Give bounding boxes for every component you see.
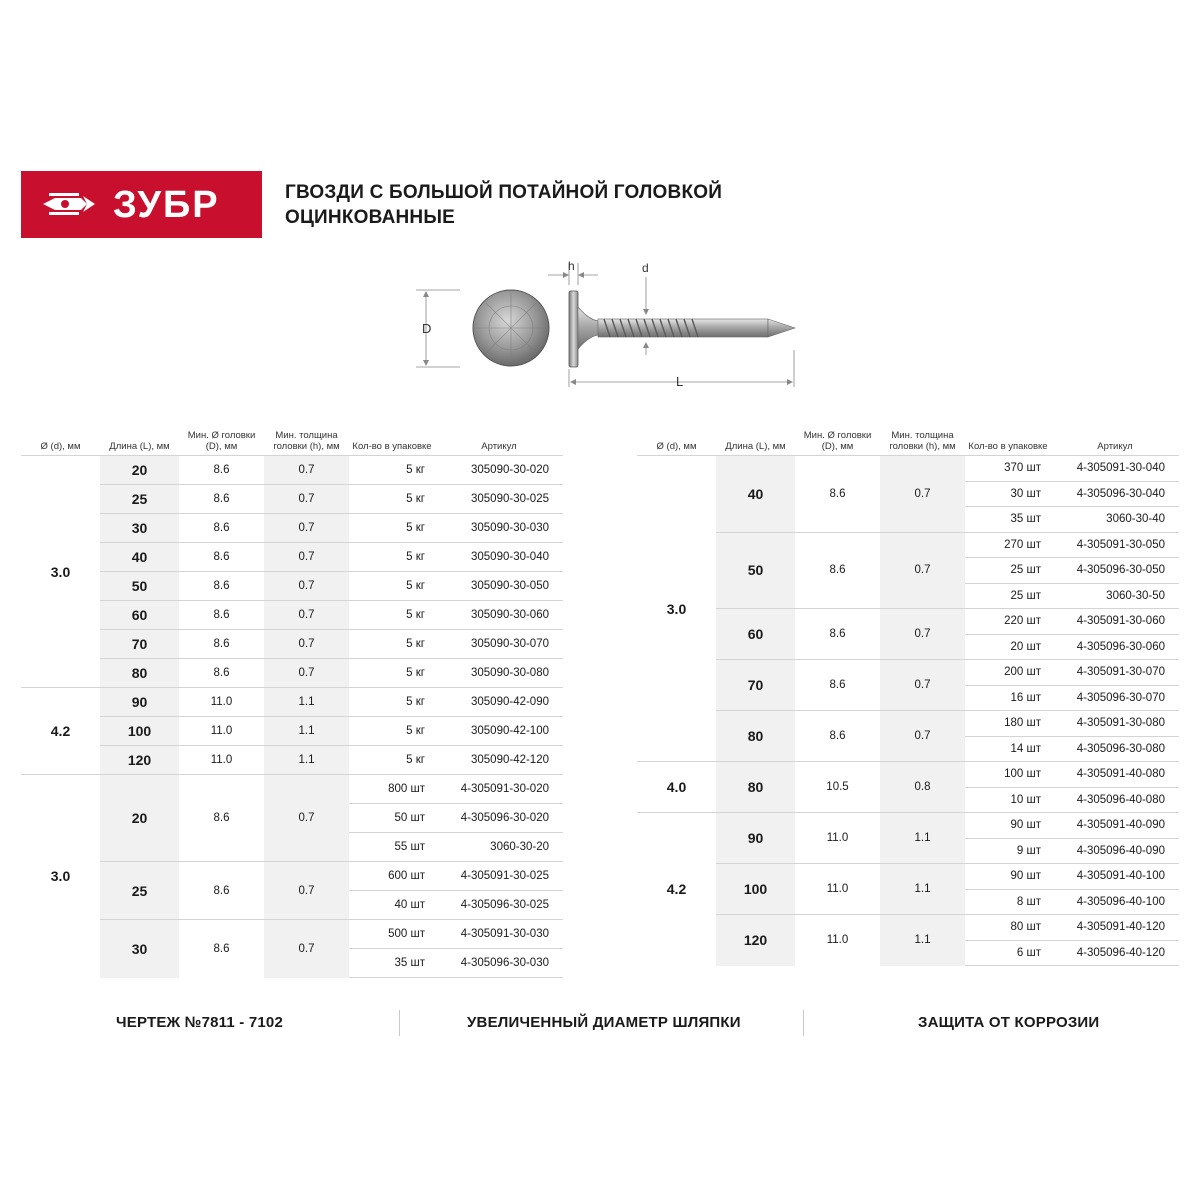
cell-head-diameter: 8.6 bbox=[179, 485, 264, 514]
cell-article: 4-305096-30-025 bbox=[435, 891, 563, 920]
dim-L-label: L bbox=[676, 374, 684, 389]
cell-article: 4-305091-40-100 bbox=[1051, 864, 1179, 890]
cell-diameter: 3.0 bbox=[21, 456, 100, 688]
cell-length: 50 bbox=[100, 572, 179, 601]
table-row bbox=[21, 485, 563, 514]
cell-quantity: 10 шт bbox=[965, 787, 1051, 813]
cell-head-diameter: 11.0 bbox=[179, 717, 264, 746]
table-row bbox=[21, 572, 563, 601]
cell-length: 70 bbox=[716, 660, 795, 711]
cell-head-thickness: 0.7 bbox=[264, 543, 349, 572]
cell-head-diameter: 8.6 bbox=[795, 711, 880, 762]
cell-diameter: 3.0 bbox=[21, 775, 100, 978]
cell-head-thickness: 0.7 bbox=[880, 660, 965, 711]
cell-length: 60 bbox=[100, 601, 179, 630]
cell-head-diameter: 11.0 bbox=[795, 915, 880, 966]
header-article: Артикул bbox=[435, 424, 563, 456]
cell-length: 20 bbox=[100, 775, 179, 862]
cell-quantity: 25 шт bbox=[965, 558, 1051, 584]
cell-head-thickness: 0.7 bbox=[880, 711, 965, 762]
table-row bbox=[21, 630, 563, 659]
cell-head-diameter: 8.6 bbox=[179, 572, 264, 601]
cell-length: 20 bbox=[100, 456, 179, 485]
header-quantity: Кол-во в упаковке bbox=[965, 424, 1051, 456]
spec-table-left bbox=[21, 424, 563, 978]
cell-article: 4-305091-30-020 bbox=[435, 775, 563, 804]
cell-head-thickness: 0.7 bbox=[264, 514, 349, 543]
cell-head-diameter: 11.0 bbox=[179, 688, 264, 717]
cell-length: 80 bbox=[716, 711, 795, 762]
dim-d-label: d bbox=[642, 261, 649, 275]
zubr-logo-icon bbox=[21, 171, 262, 238]
cell-length: 100 bbox=[100, 717, 179, 746]
cell-head-thickness: 0.7 bbox=[880, 609, 965, 660]
cell-quantity: 5 кг bbox=[349, 572, 435, 601]
product-title-line1: ГВОЗДИ С БОЛЬШОЙ ПОТАЙНОЙ ГОЛОВКОЙ bbox=[285, 182, 723, 203]
cell-quantity: 600 шт bbox=[349, 862, 435, 891]
cell-quantity: 35 шт bbox=[965, 507, 1051, 533]
cell-head-thickness: 1.1 bbox=[264, 717, 349, 746]
cell-head-thickness: 0.7 bbox=[264, 920, 349, 978]
cell-length: 70 bbox=[100, 630, 179, 659]
cell-quantity: 5 кг bbox=[349, 456, 435, 485]
footer-head-diameter-feature: УВЕЛИЧЕННЫЙ ДИАМЕТР ШЛЯПКИ bbox=[467, 1014, 741, 1031]
cell-quantity: 5 кг bbox=[349, 601, 435, 630]
table-row bbox=[637, 660, 1179, 686]
header-head-diameter: Мин. Ø головки (D), мм bbox=[795, 424, 880, 456]
cell-head-thickness: 0.7 bbox=[880, 532, 965, 609]
cell-article: 3060-30-50 bbox=[1051, 583, 1179, 609]
cell-head-diameter: 8.6 bbox=[179, 456, 264, 485]
cell-length: 90 bbox=[716, 813, 795, 864]
header-diameter: Ø (d), мм bbox=[637, 424, 716, 456]
cell-head-diameter: 8.6 bbox=[179, 601, 264, 630]
cell-head-thickness: 0.7 bbox=[264, 862, 349, 920]
cell-article: 4-305096-30-040 bbox=[1051, 481, 1179, 507]
cell-length: 25 bbox=[100, 485, 179, 514]
cell-quantity: 180 шт bbox=[965, 711, 1051, 737]
cell-head-diameter: 8.6 bbox=[795, 532, 880, 609]
cell-article: 4-305096-30-050 bbox=[1051, 558, 1179, 584]
cell-quantity: 20 шт bbox=[965, 634, 1051, 660]
cell-head-diameter: 11.0 bbox=[795, 864, 880, 915]
table-row bbox=[21, 717, 563, 746]
cell-head-thickness: 0.7 bbox=[264, 630, 349, 659]
cell-length: 25 bbox=[100, 862, 179, 920]
cell-length: 50 bbox=[716, 532, 795, 609]
cell-article: 4-305096-30-030 bbox=[435, 949, 563, 978]
cell-quantity: 25 шт bbox=[965, 583, 1051, 609]
cell-article: 4-305091-30-040 bbox=[1051, 456, 1179, 482]
cell-article: 4-305096-30-080 bbox=[1051, 736, 1179, 762]
cell-article: 4-305091-40-080 bbox=[1051, 762, 1179, 788]
cell-head-thickness: 0.7 bbox=[264, 456, 349, 485]
cell-head-thickness: 0.8 bbox=[880, 762, 965, 813]
cell-length: 120 bbox=[716, 915, 795, 966]
cell-quantity: 5 кг bbox=[349, 630, 435, 659]
cell-article: 305090-30-040 bbox=[435, 543, 563, 572]
cell-quantity: 800 шт bbox=[349, 775, 435, 804]
cell-length: 80 bbox=[716, 762, 795, 813]
cell-quantity: 50 шт bbox=[349, 804, 435, 833]
cell-head-diameter: 8.6 bbox=[179, 775, 264, 862]
cell-head-diameter: 8.6 bbox=[179, 659, 264, 688]
cell-quantity: 370 шт bbox=[965, 456, 1051, 482]
table-header-row bbox=[637, 424, 1179, 456]
cell-article: 4-305091-30-070 bbox=[1051, 660, 1179, 686]
cell-article: 305090-30-060 bbox=[435, 601, 563, 630]
cell-quantity: 5 кг bbox=[349, 659, 435, 688]
table-row bbox=[21, 543, 563, 572]
cell-quantity: 14 шт bbox=[965, 736, 1051, 762]
cell-quantity: 200 шт bbox=[965, 660, 1051, 686]
cell-head-thickness: 1.1 bbox=[264, 688, 349, 717]
cell-length: 30 bbox=[100, 920, 179, 978]
cell-head-thickness: 0.7 bbox=[264, 775, 349, 862]
cell-article: 4-305096-40-080 bbox=[1051, 787, 1179, 813]
cell-head-diameter: 8.6 bbox=[795, 456, 880, 533]
cell-length: 60 bbox=[716, 609, 795, 660]
cell-length: 40 bbox=[100, 543, 179, 572]
footer-corrosion-feature: ЗАЩИТА ОТ КОРРОЗИИ bbox=[918, 1014, 1100, 1031]
cell-quantity: 5 кг bbox=[349, 717, 435, 746]
cell-article: 305090-30-020 bbox=[435, 456, 563, 485]
cell-article: 305090-42-100 bbox=[435, 717, 563, 746]
cell-article: 4-305096-40-100 bbox=[1051, 889, 1179, 915]
svg-text:ЗУБР: ЗУБР bbox=[113, 184, 220, 226]
cell-head-thickness: 1.1 bbox=[264, 746, 349, 775]
cell-head-diameter: 10.5 bbox=[795, 762, 880, 813]
cell-article: 4-305096-30-060 bbox=[1051, 634, 1179, 660]
cell-article: 305090-42-090 bbox=[435, 688, 563, 717]
cell-quantity: 5 кг bbox=[349, 746, 435, 775]
cell-length: 90 bbox=[100, 688, 179, 717]
cell-article: 4-305096-30-070 bbox=[1051, 685, 1179, 711]
cell-article: 305090-42-120 bbox=[435, 746, 563, 775]
cell-head-diameter: 8.6 bbox=[795, 609, 880, 660]
table-row bbox=[21, 456, 563, 485]
table-row bbox=[21, 775, 563, 804]
table-row bbox=[637, 915, 1179, 941]
nail-drawing bbox=[410, 255, 810, 395]
cell-diameter: 4.2 bbox=[21, 688, 100, 775]
header-length: Длина (L), мм bbox=[716, 424, 795, 456]
cell-head-thickness: 0.7 bbox=[880, 456, 965, 533]
cell-article: 305090-30-070 bbox=[435, 630, 563, 659]
brand-logo bbox=[21, 171, 262, 238]
nail-diagram-icon bbox=[410, 255, 810, 395]
cell-head-thickness: 0.7 bbox=[264, 601, 349, 630]
cell-head-diameter: 11.0 bbox=[179, 746, 264, 775]
cell-quantity: 500 шт bbox=[349, 920, 435, 949]
cell-diameter: 4.0 bbox=[637, 762, 716, 813]
header-length: Длина (L), мм bbox=[100, 424, 179, 456]
cell-length: 100 bbox=[716, 864, 795, 915]
cell-length: 80 bbox=[100, 659, 179, 688]
cell-length: 40 bbox=[716, 456, 795, 533]
cell-quantity: 90 шт bbox=[965, 864, 1051, 890]
cell-article: 4-305091-30-060 bbox=[1051, 609, 1179, 635]
cell-quantity: 5 кг bbox=[349, 514, 435, 543]
table-row bbox=[637, 532, 1179, 558]
table-row bbox=[637, 864, 1179, 890]
cell-article: 305090-30-050 bbox=[435, 572, 563, 601]
table-row bbox=[21, 688, 563, 717]
cell-article: 4-305096-40-090 bbox=[1051, 838, 1179, 864]
table-row bbox=[637, 813, 1179, 839]
cell-article: 4-305091-30-050 bbox=[1051, 532, 1179, 558]
cell-quantity: 55 шт bbox=[349, 833, 435, 862]
header-head-thickness: Мин. толщина головки (h), мм bbox=[880, 424, 965, 456]
cell-diameter: 4.2 bbox=[637, 813, 716, 966]
cell-article: 4-305096-40-120 bbox=[1051, 940, 1179, 966]
table-row bbox=[21, 659, 563, 688]
dim-h-label: h bbox=[568, 259, 575, 273]
table-row bbox=[21, 920, 563, 949]
cell-quantity: 270 шт bbox=[965, 532, 1051, 558]
cell-article: 305090-30-025 bbox=[435, 485, 563, 514]
cell-quantity: 100 шт bbox=[965, 762, 1051, 788]
cell-quantity: 90 шт bbox=[965, 813, 1051, 839]
cell-quantity: 8 шт bbox=[965, 889, 1051, 915]
cell-article: 4-305091-40-090 bbox=[1051, 813, 1179, 839]
cell-article: 4-305091-30-025 bbox=[435, 862, 563, 891]
cell-article: 4-305091-30-030 bbox=[435, 920, 563, 949]
footer-drawing-number: ЧЕРТЕЖ №7811 - 7102 bbox=[116, 1014, 284, 1031]
cell-head-diameter: 8.6 bbox=[179, 543, 264, 572]
header-quantity: Кол-во в упаковке bbox=[349, 424, 435, 456]
spec-table-right bbox=[637, 424, 1179, 966]
cell-head-diameter: 8.6 bbox=[179, 514, 264, 543]
header-article: Артикул bbox=[1051, 424, 1179, 456]
cell-head-thickness: 0.7 bbox=[264, 659, 349, 688]
table-row bbox=[637, 609, 1179, 635]
cell-article: 305090-30-030 bbox=[435, 514, 563, 543]
table-header-row bbox=[21, 424, 563, 456]
cell-length: 120 bbox=[100, 746, 179, 775]
cell-quantity: 40 шт bbox=[349, 891, 435, 920]
cell-article: 4-305091-30-080 bbox=[1051, 711, 1179, 737]
table-row bbox=[637, 711, 1179, 737]
header-head-diameter: Мин. Ø головки (D), мм bbox=[179, 424, 264, 456]
cell-quantity: 5 кг bbox=[349, 688, 435, 717]
cell-quantity: 5 кг bbox=[349, 543, 435, 572]
cell-head-thickness: 1.1 bbox=[880, 915, 965, 966]
table-row bbox=[21, 746, 563, 775]
cell-head-diameter: 8.6 bbox=[179, 630, 264, 659]
cell-head-thickness: 0.7 bbox=[264, 572, 349, 601]
header-diameter: Ø (d), мм bbox=[21, 424, 100, 456]
cell-quantity: 9 шт bbox=[965, 838, 1051, 864]
cell-article: 4-305091-40-120 bbox=[1051, 915, 1179, 941]
product-title-line2: ОЦИНКОВАННЫЕ bbox=[285, 207, 456, 228]
header-head-thickness: Мин. толщина головки (h), мм bbox=[264, 424, 349, 456]
cell-head-thickness: 1.1 bbox=[880, 864, 965, 915]
footer-features bbox=[0, 1010, 1200, 1038]
footer-divider bbox=[803, 1010, 804, 1036]
cell-head-diameter: 11.0 bbox=[795, 813, 880, 864]
cell-quantity: 35 шт bbox=[349, 949, 435, 978]
cell-quantity: 80 шт bbox=[965, 915, 1051, 941]
cell-head-thickness: 1.1 bbox=[880, 813, 965, 864]
cell-head-diameter: 8.6 bbox=[179, 862, 264, 920]
table-row bbox=[21, 514, 563, 543]
table-row bbox=[21, 862, 563, 891]
cell-quantity: 5 кг bbox=[349, 485, 435, 514]
table-row bbox=[21, 601, 563, 630]
cell-quantity: 220 шт bbox=[965, 609, 1051, 635]
cell-quantity: 6 шт bbox=[965, 940, 1051, 966]
footer-divider bbox=[399, 1010, 400, 1036]
cell-quantity: 30 шт bbox=[965, 481, 1051, 507]
product-title bbox=[285, 180, 722, 230]
cell-article: 4-305096-30-020 bbox=[435, 804, 563, 833]
cell-head-diameter: 8.6 bbox=[179, 920, 264, 978]
cell-head-thickness: 0.7 bbox=[264, 485, 349, 514]
cell-article: 305090-30-080 bbox=[435, 659, 563, 688]
dim-D-label: D bbox=[422, 321, 432, 336]
cell-article: 3060-30-20 bbox=[435, 833, 563, 862]
cell-length: 30 bbox=[100, 514, 179, 543]
cell-diameter: 3.0 bbox=[637, 456, 716, 762]
cell-article: 3060-30-40 bbox=[1051, 507, 1179, 533]
cell-head-diameter: 8.6 bbox=[795, 660, 880, 711]
cell-quantity: 16 шт bbox=[965, 685, 1051, 711]
table-row bbox=[637, 456, 1179, 482]
table-row bbox=[637, 762, 1179, 788]
